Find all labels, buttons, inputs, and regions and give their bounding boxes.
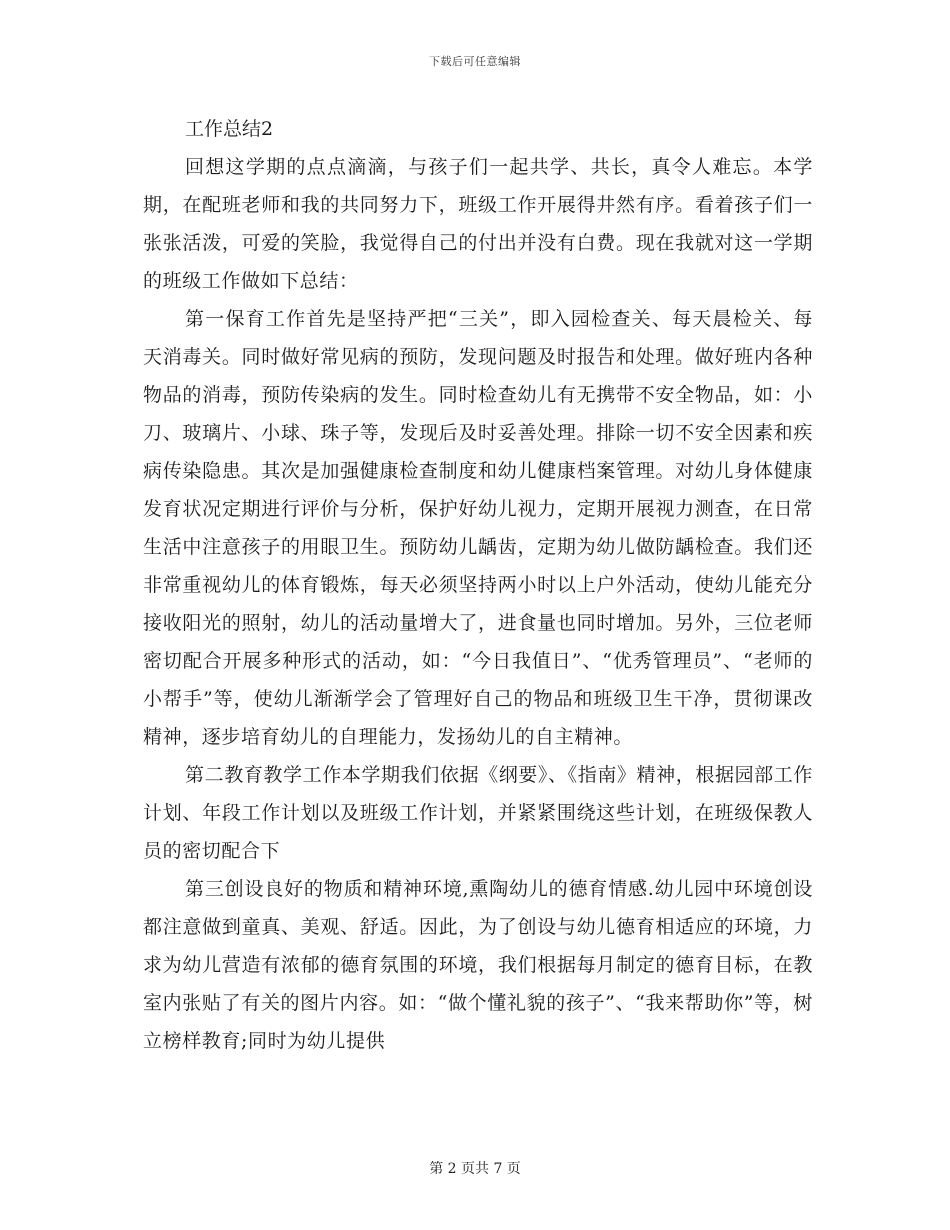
paragraph-teaching: 第二教育教学工作本学期我们依据《纲要》、《指南》精神，根据园部工作计划、年段工作计划以及班级工作计划，并紧紧围绕这些计划，在班级保教人员的密切配合下: [143, 764, 813, 862]
paragraph-environment: 第三创设良好的物质和精神环境,熏陶幼儿的德育情感.幼儿园中环境创设都注意做到童真、美观、舒适。因此，为了创设与幼儿德育相适应的环境，力求为幼儿营造有浓郁的德育氛围的环境，我们根据每月制定的德育目标，在教室内张贴了有关的图片内容。如：“做个懂礼貌的孩子”、“我来帮助你”等，树立榜样教育;同时为幼儿提供: [143, 878, 813, 1052]
page-header-note: 下载后可任意编辑: [429, 55, 521, 68]
document-body: [143, 110, 813, 1060]
page-number: 第 2 页共 7 页: [429, 1161, 521, 1177]
document-title: 工作总结2: [185, 118, 274, 140]
paragraph-intro: 回想这学期的点点滴滴，与孩子们一起共学、共长，真令人难忘。本学期，在配班老师和我的共同努力下，班级工作开展得井然有序。看着孩子们一张张活泼，可爱的笑脸，我觉得自己的付出并没有白费。现在我就对这一学期的班级工作做如下总结：: [143, 156, 813, 292]
paragraph-childcare: 第一保育工作首先是坚持严把“三关”，即入园检查关、每天晨检关、每天消毒关。同时做好常见病的预防，发现问题及时报告和处理。做好班内各种物品的消毒，预防传染病的发生。同时检查幼儿有无携带不安全物品，如：小刀、玻璃片、小球、珠子等，发现后及时妥善处理。排除一切不安全因素和疾病传染隐患。其次是加强健康检查制度和幼儿健康档案管理。对幼儿身体健康发育状况定期进行评价与分析，保护好幼儿视力，定期开展视力测查，在日常生活中注意孩子的用眼卫生。预防幼儿龋齿，定期为幼儿做防龋检查。我们还非常重视幼儿的体育锻炼，每天必须坚持两小时以上户外活动，使幼儿能充分接收阳光的照射，幼儿的活动量增大了，进食量也同时增加。另外，三位老师密切配合开展多种形式的活动，如：“今日我值日”、“优秀管理员”、“老师的小帮手”等，使幼儿渐渐学会了管理好自己的物品和班级卫生干净，贯彻课改精神，逐步培育幼儿的自理能力，发扬幼儿的自主精神。: [143, 308, 813, 748]
